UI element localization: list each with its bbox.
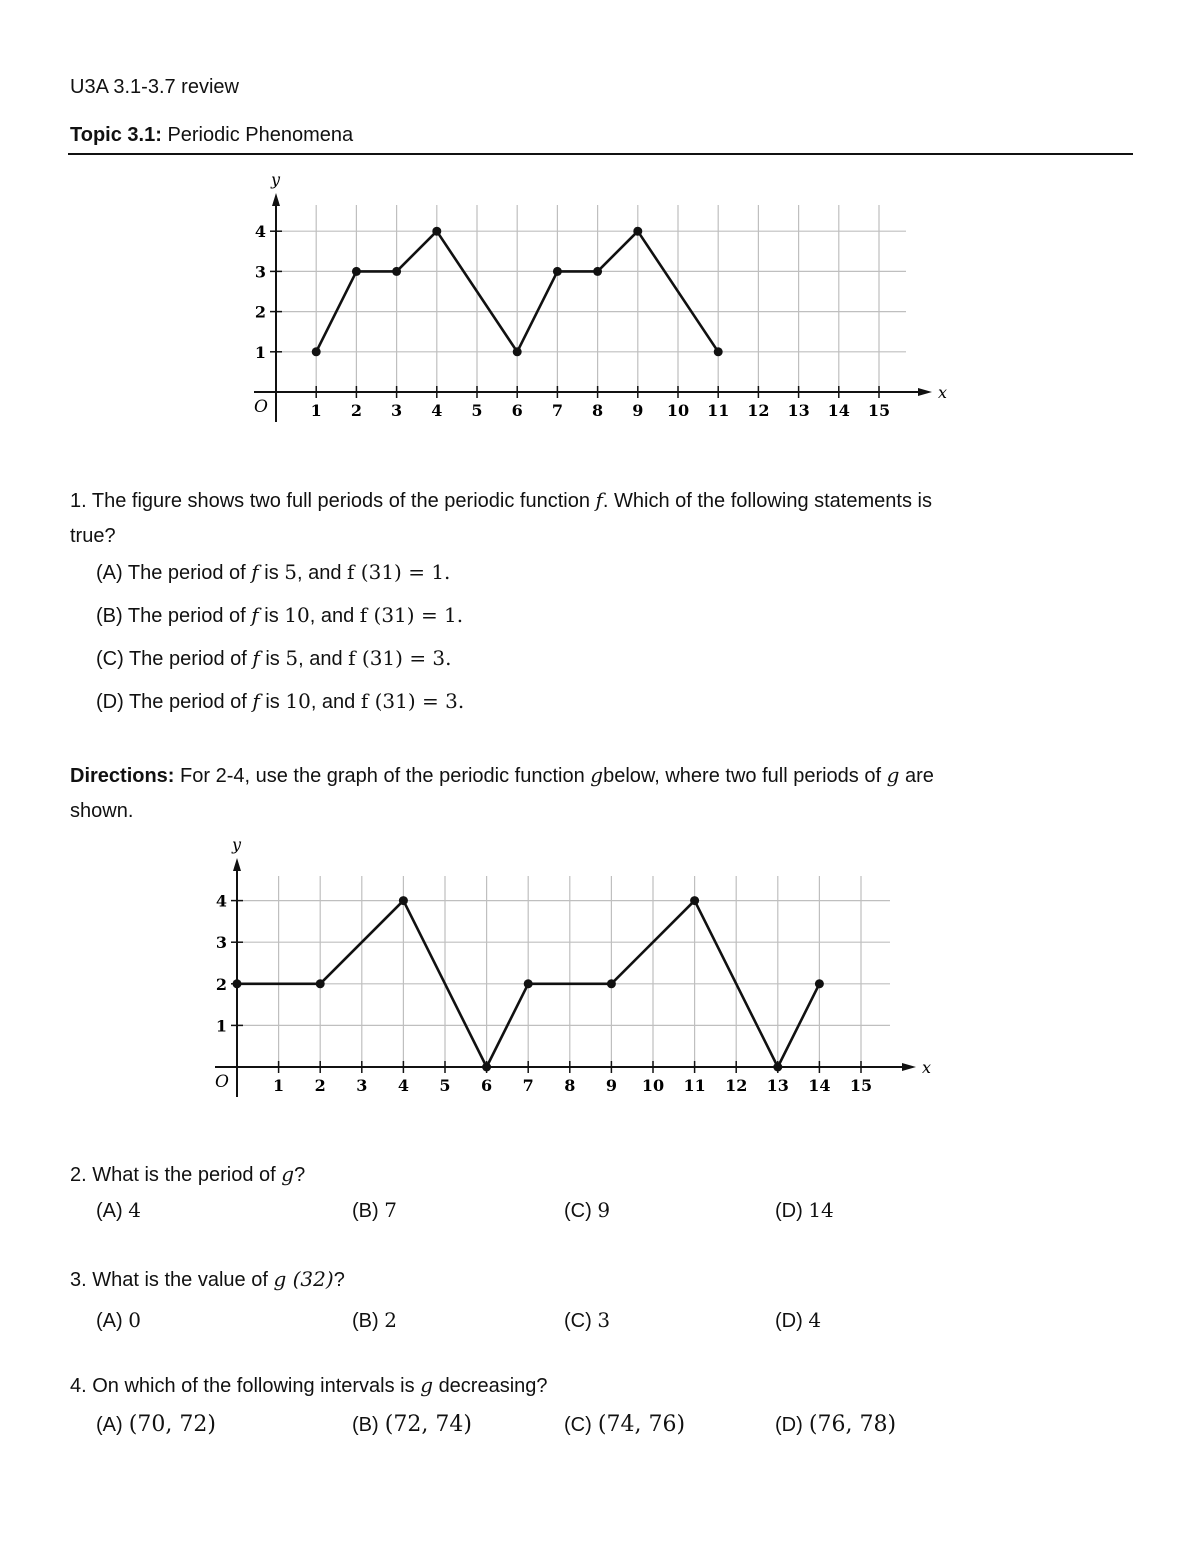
data-point <box>399 896 408 905</box>
choice-label: (C) <box>564 1310 592 1332</box>
choice-value: 7 <box>384 1198 397 1222</box>
x-tick-label: 7 <box>551 401 563 420</box>
data-point <box>773 1063 782 1072</box>
x-tick-label: 12 <box>747 401 770 420</box>
y-axis-arrow <box>272 193 280 206</box>
q2-choice-b[interactable] <box>352 1198 397 1223</box>
choice-label: (A) <box>96 1310 123 1332</box>
choice-is: is <box>265 691 280 713</box>
q2-choice-a[interactable] <box>96 1198 141 1223</box>
directions-text-b: below, where two full periods of <box>603 765 882 787</box>
q3-stem <box>70 1267 345 1292</box>
choice-label: (D) <box>775 1200 803 1222</box>
choice-value: (70, 72) <box>128 1412 216 1437</box>
choice-period: 5 <box>285 646 299 670</box>
choice-expr: f (31) = 1. <box>347 560 451 584</box>
q3-choice-a[interactable] <box>96 1308 141 1333</box>
choice-value: 3 <box>597 1308 611 1332</box>
choice-and: , and <box>298 648 343 670</box>
q4-choice-a[interactable] <box>96 1411 216 1438</box>
q2-number: 2. <box>70 1164 87 1186</box>
x-tick-label: 15 <box>867 401 891 420</box>
x-tick-label: 6 <box>511 401 523 420</box>
q1-text-b: . Which of the following statements is <box>602 490 932 512</box>
topic-heading <box>70 123 353 147</box>
directions <box>70 763 934 788</box>
directions-text-d: shown. <box>70 800 134 822</box>
x-tick-label: 7 <box>522 1076 534 1095</box>
y-tick-label: 2 <box>215 974 227 994</box>
choice-is: is <box>264 605 279 627</box>
q2-choice-d[interactable] <box>775 1198 834 1223</box>
directions-text-c: are <box>904 765 934 787</box>
q2-end: ? <box>294 1164 306 1186</box>
q2-fn: g <box>281 1162 295 1186</box>
x-axis-label: x <box>938 383 948 402</box>
data-point <box>513 347 522 356</box>
x-tick-label: 14 <box>827 401 850 420</box>
x-tick-label: 15 <box>849 1076 873 1095</box>
x-tick-label: 9 <box>632 401 644 420</box>
data-point <box>352 267 361 276</box>
x-tick-label: 2 <box>350 401 362 420</box>
directions-g2: g <box>886 763 900 787</box>
directions-g1: g <box>590 763 604 787</box>
choice-fn: f <box>252 646 260 670</box>
choice-label: (D) The period of <box>96 691 247 713</box>
choice-value: 4 <box>128 1198 141 1222</box>
choice-label: (B) <box>352 1200 379 1222</box>
x-tick-label: 5 <box>439 1076 451 1095</box>
choice-fn: f <box>251 560 259 584</box>
choice-period: 10 <box>285 689 311 713</box>
x-tick-label: 2 <box>314 1076 326 1095</box>
directions-label: Directions: <box>70 765 175 787</box>
data-point <box>593 267 602 276</box>
choice-label: (C) <box>564 1200 592 1222</box>
header-rule <box>68 153 1133 155</box>
y-axis-arrow <box>233 858 241 871</box>
topic-label: Topic 3.1: <box>70 124 162 146</box>
chart-f <box>240 165 948 435</box>
data-point <box>633 227 642 236</box>
q4-choice-d[interactable] <box>775 1411 896 1438</box>
choice-fn: f <box>252 689 260 713</box>
choice-is: is <box>264 562 279 584</box>
data-point <box>607 979 616 988</box>
choice-value: (76, 78) <box>808 1412 897 1437</box>
y-tick-label: 1 <box>215 1016 227 1036</box>
choice-value: (74, 76) <box>597 1412 686 1437</box>
x-tick-label: 4 <box>397 1076 409 1095</box>
choice-label: (D) <box>775 1414 803 1436</box>
choice-expr: f (31) = 3. <box>348 646 452 670</box>
x-tick-label: 8 <box>564 1076 576 1095</box>
choice-value: 9 <box>597 1198 611 1222</box>
x-tick-label: 9 <box>605 1076 617 1095</box>
choice-label: (B) The period of <box>96 605 246 627</box>
data-point <box>392 267 401 276</box>
choice-is: is <box>265 648 280 670</box>
origin-label: O <box>254 397 268 417</box>
x-tick-label: 11 <box>683 1076 706 1095</box>
q1-stem <box>70 488 932 513</box>
page-title: U3A 3.1-3.7 review <box>70 76 239 98</box>
choice-expr: f (31) = 1. <box>359 603 464 627</box>
data-point <box>482 1063 491 1072</box>
y-tick-label: 4 <box>254 222 266 242</box>
x-tick-label: 13 <box>787 401 810 420</box>
choice-and: , and <box>310 691 356 713</box>
q2-choice-c[interactable] <box>564 1198 610 1223</box>
data-point <box>432 227 441 236</box>
choice-label: (A) <box>96 1414 123 1436</box>
y-tick-label: 3 <box>215 933 227 953</box>
data-point <box>815 979 824 988</box>
q4-choice-b[interactable] <box>352 1411 472 1438</box>
q1-choice-a[interactable] <box>96 560 450 585</box>
x-tick-label: 4 <box>431 401 443 420</box>
origin-label: O <box>215 1072 229 1092</box>
y-tick-label: 3 <box>254 262 266 282</box>
q3-text: What is the value of <box>92 1269 268 1291</box>
data-point <box>233 979 242 988</box>
choice-value: (72, 74) <box>384 1412 472 1437</box>
x-tick-label: 10 <box>641 1076 665 1095</box>
q4-end: decreasing? <box>438 1375 548 1397</box>
x-tick-label: 1 <box>273 1076 285 1095</box>
q3-expr: g (32) <box>273 1267 334 1291</box>
q3-choice-c[interactable] <box>564 1308 610 1333</box>
choice-and: , and <box>297 562 342 584</box>
y-tick-label: 4 <box>215 891 227 911</box>
data-point <box>524 979 533 988</box>
choice-value: 14 <box>808 1198 834 1222</box>
grid-f <box>276 205 906 392</box>
q4-stem <box>70 1373 548 1398</box>
choice-label: (C) <box>564 1414 592 1436</box>
y-axis-label: y <box>271 170 281 189</box>
choice-label: (B) <box>352 1310 379 1332</box>
q4-number: 4. <box>70 1375 87 1397</box>
x-tick-label: 11 <box>707 401 730 420</box>
choice-and: , and <box>309 605 355 627</box>
q1-text-a: The figure shows two full periods of the periodic function <box>91 490 590 512</box>
choice-expr: f (31) = 3. <box>360 689 465 713</box>
q1-choice-b[interactable] <box>96 603 463 628</box>
data-point <box>553 267 562 276</box>
q2-text: What is the period of <box>92 1164 276 1186</box>
q2-stem <box>70 1162 305 1187</box>
x-axis-label: x <box>922 1058 932 1077</box>
q1-text-c: true? <box>70 525 116 547</box>
q1-choice-c[interactable] <box>96 646 452 671</box>
q4-text: On which of the following intervals is <box>92 1375 415 1397</box>
choice-period: 10 <box>284 603 310 627</box>
x-tick-label: 1 <box>310 401 322 420</box>
choice-label: (D) <box>775 1310 803 1332</box>
q4-choice-c[interactable] <box>564 1411 685 1438</box>
x-axis-arrow <box>918 388 932 396</box>
q3-number: 3. <box>70 1269 87 1291</box>
choice-label: (B) <box>352 1414 379 1436</box>
q3-choice-d[interactable] <box>775 1308 821 1333</box>
x-tick-label: 13 <box>766 1076 789 1095</box>
choice-label: (A) The period of <box>96 562 246 584</box>
x-tick-label: 3 <box>356 1076 368 1095</box>
choice-value: 4 <box>808 1308 822 1332</box>
x-tick-label: 5 <box>471 401 483 420</box>
x-tick-label: 10 <box>666 401 690 420</box>
data-point <box>316 979 325 988</box>
choice-value: 0 <box>128 1308 141 1332</box>
q4-fn: g <box>420 1373 433 1397</box>
choice-period: 5 <box>284 560 297 584</box>
choice-label: (A) <box>96 1200 123 1222</box>
q3-end: ? <box>333 1269 345 1291</box>
data-point <box>690 896 699 905</box>
choice-value: 2 <box>384 1308 397 1332</box>
q3-choice-b[interactable] <box>352 1308 397 1333</box>
data-point <box>714 347 723 356</box>
y-axis-label: y <box>232 835 242 854</box>
topic-name: Periodic Phenomena <box>167 124 354 146</box>
x-tick-label: 14 <box>808 1076 831 1095</box>
x-tick-label: 8 <box>592 401 604 420</box>
choice-fn: f <box>251 603 259 627</box>
chart-g <box>200 835 932 1113</box>
data-point <box>312 347 321 356</box>
choice-label: (C) The period of <box>96 648 247 670</box>
q1-number: 1. <box>70 490 87 512</box>
y-tick-label: 1 <box>254 342 266 362</box>
q1-fname: f <box>595 488 603 512</box>
y-tick-label: 2 <box>254 302 266 322</box>
directions-text-a: For 2-4, use the graph of the periodic function <box>180 765 585 787</box>
x-tick-label: 3 <box>391 401 403 420</box>
x-tick-label: 6 <box>481 1076 493 1095</box>
x-tick-label: 12 <box>725 1076 748 1095</box>
q1-choice-d[interactable] <box>96 689 464 714</box>
x-axis-arrow <box>902 1063 916 1071</box>
